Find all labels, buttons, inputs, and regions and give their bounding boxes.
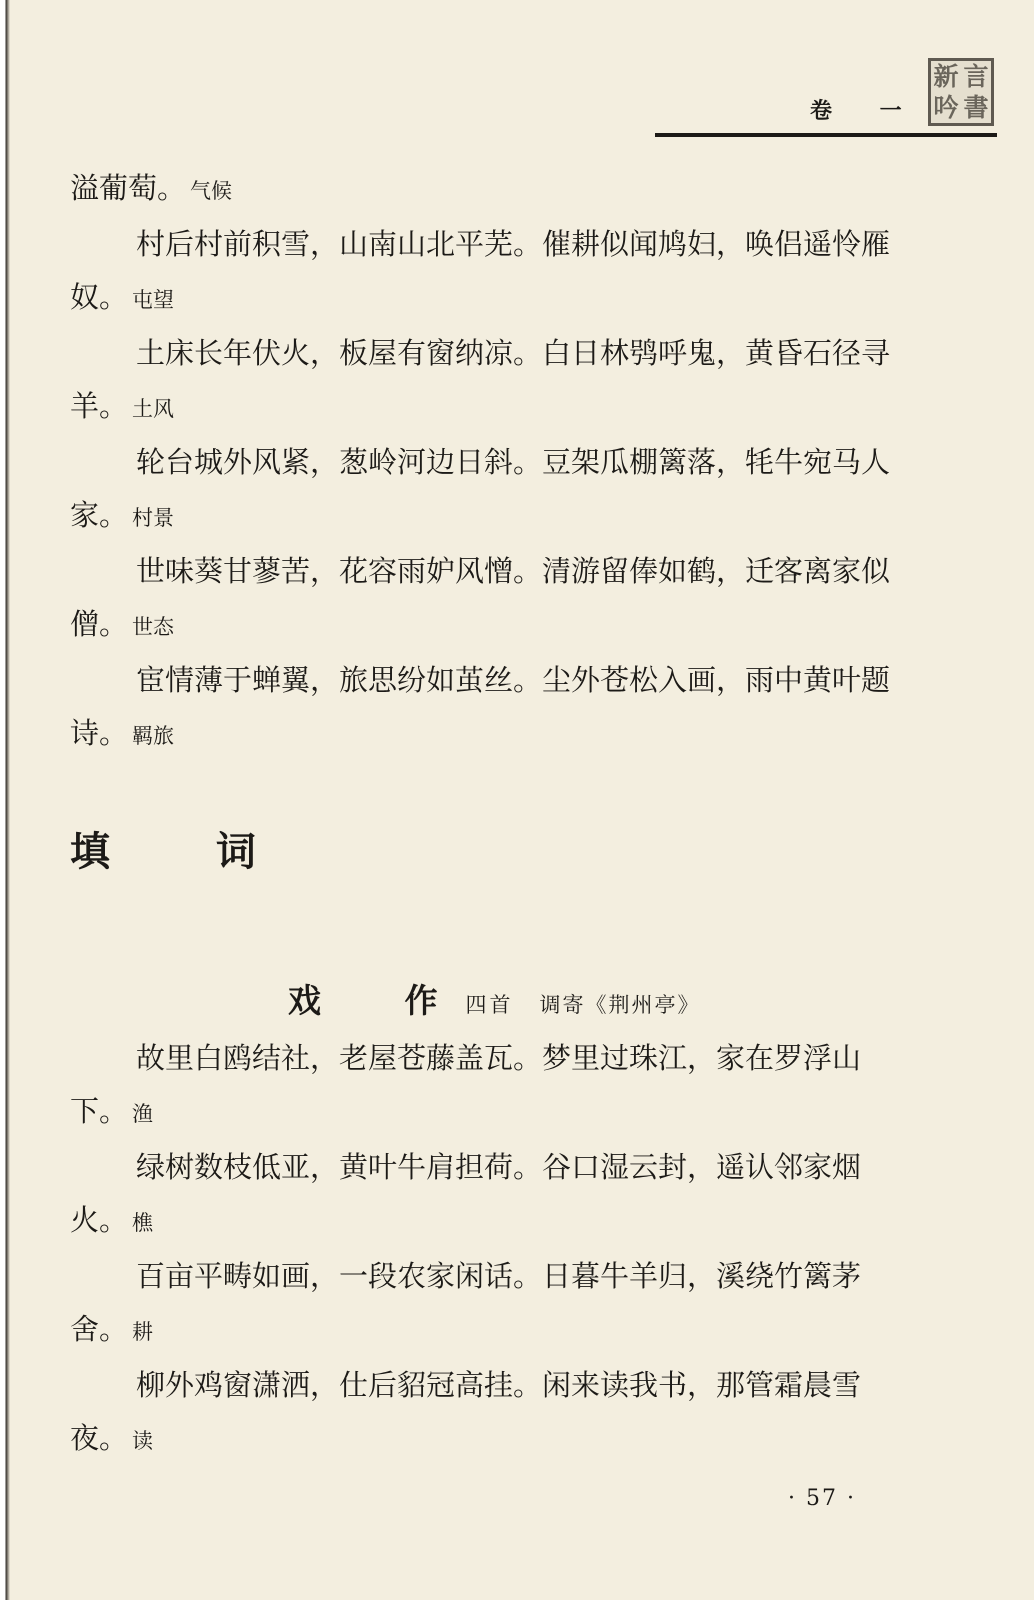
header-rule <box>655 133 997 137</box>
verse-text: 溢葡萄。 <box>70 171 187 205</box>
verse-paragraph <box>70 1141 900 1250</box>
poem-title <box>288 975 701 1022</box>
verse-note: 屯望 <box>132 288 175 312</box>
verse-text: 故里白鸥结社，老屋苍藤盖瓦。梦里过珠江，家在罗浮山下。 <box>70 1041 862 1128</box>
poem-subtitle: 四首 <box>465 993 514 1017</box>
verse-paragraph <box>70 1032 900 1141</box>
verse-paragraph <box>70 327 900 436</box>
verse-text: 宦情薄于蝉翼，旅思纷如茧丝。尘外苍松入画，雨中黄叶题诗。 <box>70 663 891 750</box>
verse-note: 世态 <box>132 615 175 639</box>
verse-note: 村景 <box>132 506 175 530</box>
section-title: 填 词 <box>70 829 302 875</box>
seal-char: 言 <box>963 61 989 91</box>
verse-text: 轮台城外风紧，葱岭河边日斜。豆架瓜棚篱落，牦牛宛马人家。 <box>70 445 891 532</box>
verse-text: 绿树数枝低亚，黄叶牛肩担荷。谷口湿云封，遥认邻家烟火。 <box>70 1150 862 1237</box>
verse-note: 渔 <box>132 1102 154 1126</box>
verse-text: 百亩平畴如画，一段农家闲话。日暮牛羊归，溪绕竹篱茅舍。 <box>70 1259 862 1346</box>
page-number: · 57 · <box>788 1486 856 1511</box>
seal-stamp <box>928 58 994 126</box>
verse-paragraph <box>70 545 900 654</box>
poem-tune: 调寄《荆州亭》 <box>539 993 701 1017</box>
seal-char: 書 <box>963 92 989 122</box>
verse-section-2 <box>70 1032 900 1468</box>
verse-text: 土床长年伏火，板屋有窗纳凉。白日林鸮呼鬼，黄昏石径寻羊。 <box>70 336 891 423</box>
poem-title-main: 戏 作 <box>288 981 474 1020</box>
chapter-label: 卷 一 <box>810 99 922 124</box>
page-scan-edge <box>0 0 10 1600</box>
verse-text: 世味葵甘蓼苦，花容雨妒风憎。清游留俸如鹤，迁客离家似僧。 <box>70 554 891 641</box>
verse-note: 耕 <box>132 1320 154 1344</box>
verse-note: 土风 <box>132 397 175 421</box>
verse-note: 气候 <box>190 179 233 203</box>
verse-note: 羁旅 <box>132 724 175 748</box>
verse-paragraph <box>70 654 900 763</box>
verse-text: 柳外鸡窗潇洒，仕后貂冠高挂。闲来读我书，那管霜晨雪夜。 <box>70 1368 862 1455</box>
verse-paragraph <box>70 218 900 327</box>
verse-paragraph <box>70 1250 900 1359</box>
verse-paragraph <box>70 436 900 545</box>
seal-char: 新 <box>933 61 959 91</box>
verse-note: 樵 <box>132 1211 154 1235</box>
verse-paragraph <box>70 1359 900 1468</box>
verse-note: 读 <box>132 1429 154 1453</box>
verse-section-1 <box>70 162 900 763</box>
verse-paragraph <box>70 162 900 218</box>
verse-text: 村后村前积雪，山南山北平芜。催耕似闻鸠妇，唤侣遥怜雁奴。 <box>70 227 891 314</box>
seal-char: 吟 <box>933 92 959 122</box>
